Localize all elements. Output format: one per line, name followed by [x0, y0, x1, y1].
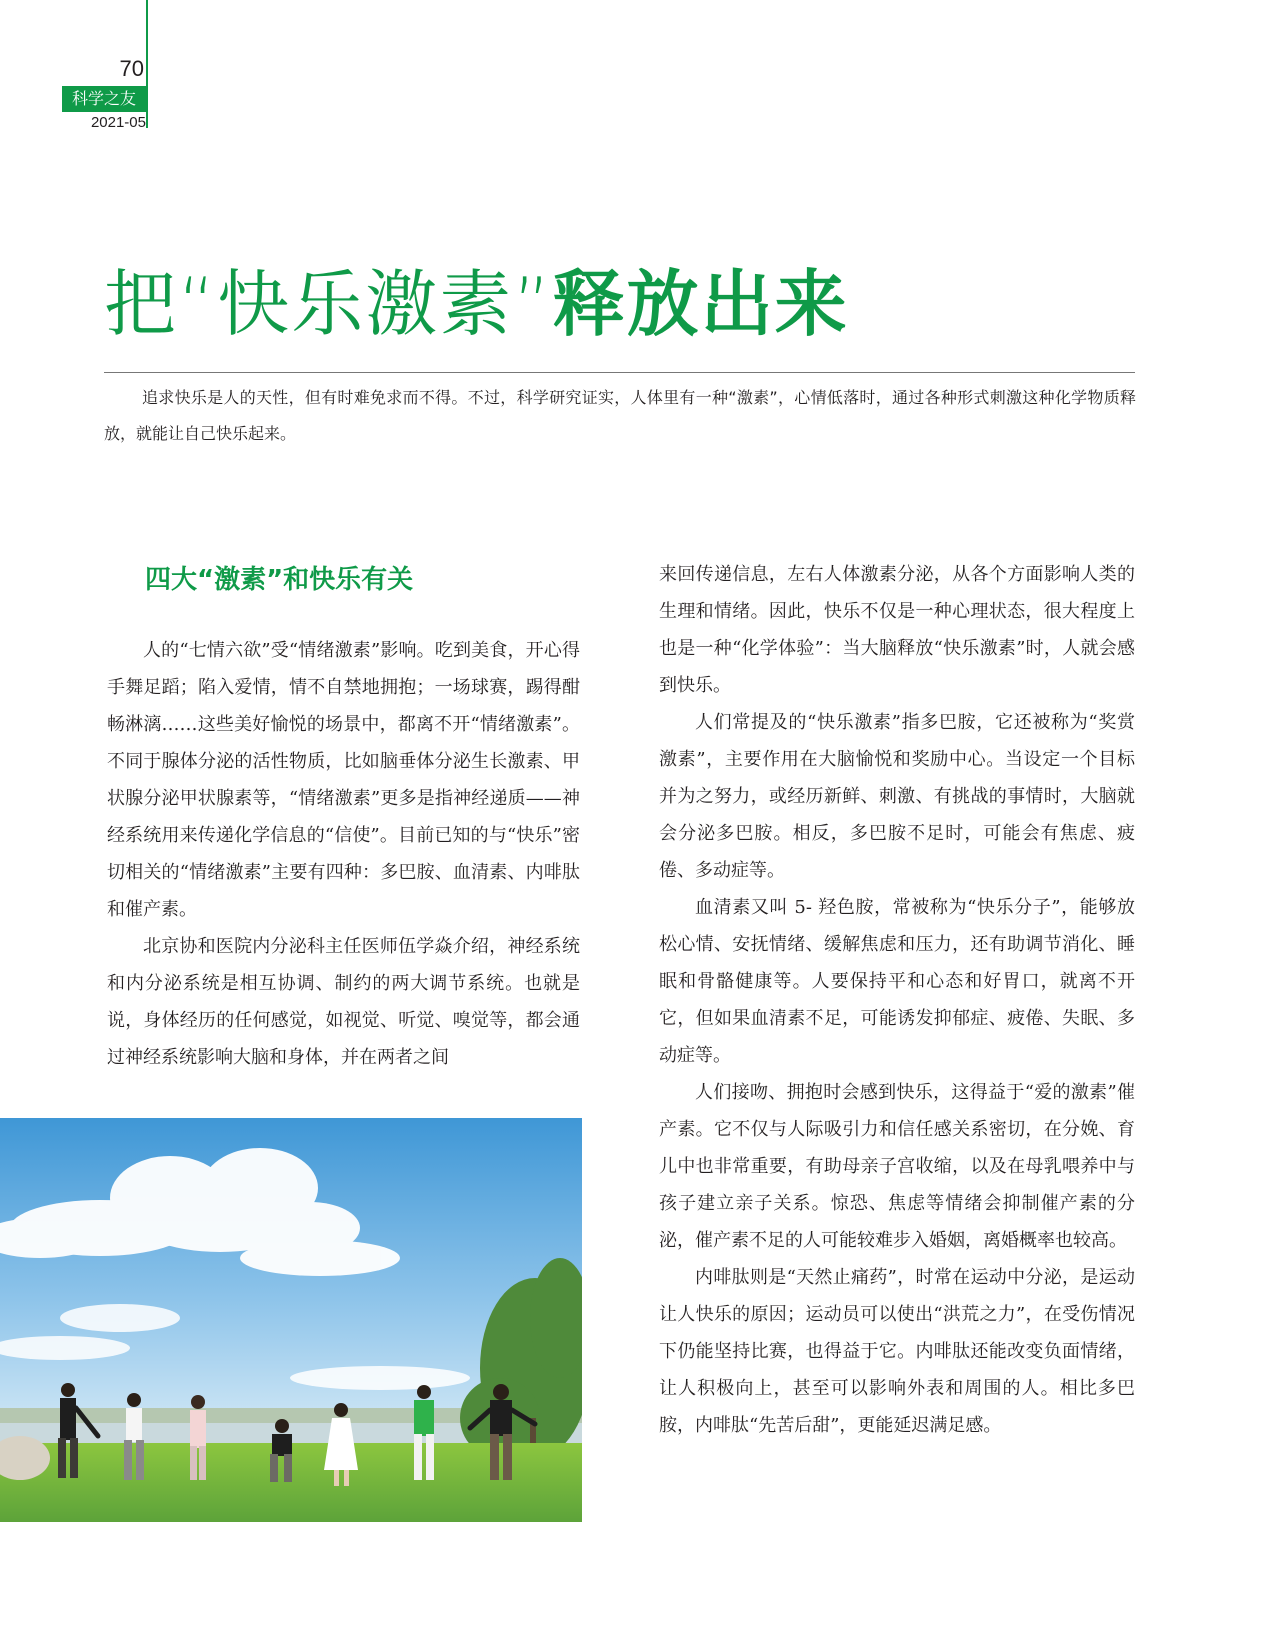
header-rule [146, 0, 148, 128]
paragraph: 来回传递信息，左右人体激素分泌，从各个方面影响人类的生理和情绪。因此，快乐不仅是一种心理状态，很大程度上也是一种“化学体验”：当大脑释放“快乐激素”时，人就会感到快乐。 [659, 564, 1135, 696]
title-part-bold: 释放出来 [552, 262, 849, 346]
paragraph: 人们接吻、拥抱时会感到快乐，这得益于“爱的激素”催产素。它不仅与人际吸引力和信任感关系密切，在分娩、育儿中也非常重要，有助母亲子宫收缩，以及在母乳喂养中与孩子建立亲子关系。惊恐、焦虑等情绪会抑制催产素的分泌，催产素不足的人可能较难步入婚姻，离婚概率也较高。 [659, 1082, 1135, 1251]
paragraph: 内啡肽则是“天然止痛药”，时常在运动中分泌，是运动让人快乐的原因；运动员可以使出“洪荒之力”，在受伤情况下仍能坚持比赛，也得益于它。内啡肽还能改变负面情绪，让人积极向上，甚至可以影响外表和周围的人。相比多巴胺，内啡肽“先苦后甜”，更能延迟满足感。 [659, 1267, 1135, 1436]
page-number: 70 [119, 56, 144, 81]
paragraph: 北京协和医院内分泌科主任医师伍学焱介绍，神经系统和内分泌系统是相互协调、制约的两大调节系统。也就是说，身体经历的任何感觉，如视觉、听觉、嗅觉等，都会通过神经系统影响大脑和身体，并在两者之间 [107, 936, 580, 1068]
paragraph: 人们常提及的“快乐激素”指多巴胺，它还被称为“奖赏激素”，主要作用在大脑愉悦和奖励中心。当设定一个目标并为之努力，或经历新鲜、刺激、有挑战的事情时，大脑就会分泌多巴胺。相反，多巴胺不足时，可能会有焦虑、疲倦、多动症等。 [659, 712, 1135, 881]
photo-illustration [0, 1118, 582, 1522]
section-heading: 四大“激素”和快乐有关 [145, 565, 414, 595]
issue-date: 2021-05 [90, 114, 146, 131]
left-column [107, 632, 580, 1076]
paragraph: 血清素又叫 5- 羟色胺，常被称为“快乐分子”，能够放松心情、安抚情绪、缓解焦虑和压力，还有助调节消化、睡眠和骨骼健康等。人要保持平和心态和好胃口，就离不开它，但如果血清素不足，可能诱发抑郁症、疲倦、失眠、多动症等。 [659, 897, 1135, 1066]
lead-divider [104, 372, 1135, 373]
people-on-lawn-photo [0, 1118, 582, 1522]
lead-paragraph: 追求快乐是人的天性，但有时难免求而不得。不过，科学研究证实，人体里有一种“激素”，心情低落时，通过各种形式刺激这种化学物质释放，就能让自己快乐起来。 [104, 388, 1136, 443]
magazine-name: 科学之友 [62, 86, 146, 112]
paragraph: 人的“七情六欲”受“情绪激素”影响。吃到美食，开心得手舞足蹈；陷入爱情，情不自禁地拥抱；一场球赛，踢得酣畅淋漓……这些美好愉悦的场景中，都离不开“情绪激素”。不同于腺体分泌的活性物质，比如脑垂体分泌生长激素、甲状腺分泌甲状腺素等，“情绪激素”更多是指神经递质——神经系统用来传递化学信息的“信使”。目前已知的与“快乐”密切相关的“情绪激素”主要有四种：多巴胺、血清素、内啡肽和催产素。 [107, 640, 580, 920]
right-column [659, 556, 1135, 1444]
title-part-light: 把“快乐激素” [104, 262, 553, 346]
article-title [104, 256, 849, 352]
